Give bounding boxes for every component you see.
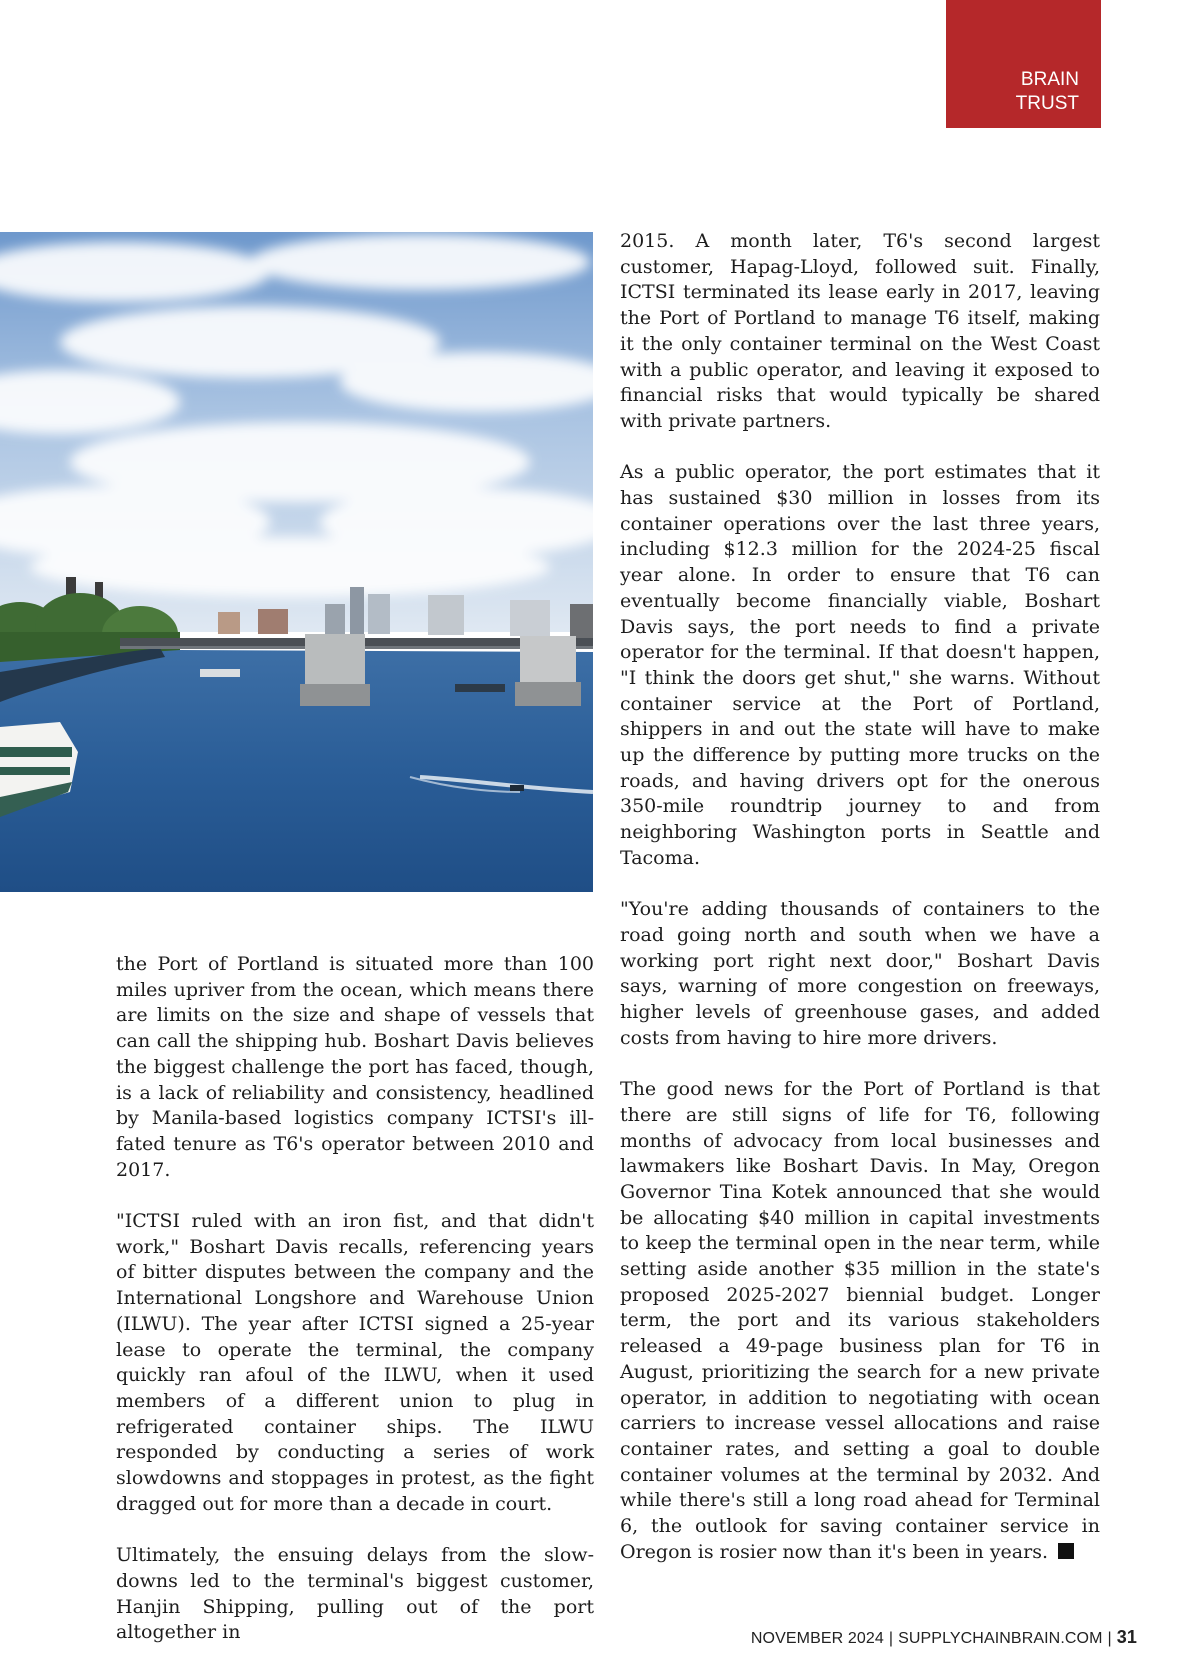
paragraph-final <box>620 1077 1100 1565</box>
footer-issue: NOVEMBER 2024 <box>750 1630 884 1647</box>
footer-website: SUPPLYCHAINBRAIN.COM <box>898 1630 1103 1647</box>
section-tab <box>946 0 1101 128</box>
end-of-article-icon <box>1058 1543 1074 1559</box>
section-tab-line1: BRAIN <box>1020 69 1079 90</box>
paragraph-text: The good news for the Port of Portland is that there are still signs of life for T6, following months of advocacy from local businesses and lawmakers like Boshart Davis. In May, Oregon Governor Tina Kotek announced that she would be allocating $40 million in capital investments to keep the terminal open in the near term, while setting aside another $35 million in the state's proposed 2025-2027 biennial budget. Longer term, the port and its various stakeholders released a 49-page business plan for T6 in August, prioritizing the search for a new private operator, in addition to negotiating with ocean carriers to increase vessel allocations and raise container rates, and setting a goal to double container volumes at the terminal by 2032. And while there's still a long road ahead for Terminal 6, the outlook for saving container service in Oregon is rosier now than it's been in years. <box>620 1078 1100 1563</box>
paragraph: As a public operator, the port estimates that it has sustained $30 million in losses from its container operations over the last three years, including $12.3 million for the 2024-25 fiscal year alone. In order to ensure that T6 can eventually become financially viable, Boshart Davis says, the port needs to find a private operator for the terminal. If that doesn't happen, "I think the doors get shut," she warns. Without container service at the Port of Portland, shippers in and out the state will have to make up the difference by putting more trucks on the roads, and having drivers opt for the onerous 350-mile roundtrip journey to and from neighboring Washington ports in Seattle and Tacoma. <box>620 461 1100 869</box>
paragraph: "ICTSI ruled with an iron fist, and that didn't work," Boshart Davis recalls, referencing years of bitter disputes between the company and the International Longshore and Warehouse Union (ILWU). The year after ICTSI signed a 25-year lease to operate the terminal, the company quickly ran afoul of the ILWU, when it used members of a different union to plug in refrigerated container ships. The ILWU responded by conducting a series of work slowdowns and stoppages in protest, as the fight dragged out for more than a decade in court. <box>116 1210 594 1515</box>
paragraph: the Port of Portland is situated more than 100 miles upriver from the ocean, which means there are limits on the size and shape of vessels that can call the shipping hub. Boshart Davis believes the biggest challenge the port has faced, though, is a lack of reliability and consistency, headlined by Manila-based logistics company ICTSI's ill-fated tenure as T6's operator between 2010 and 2017. <box>116 953 594 1181</box>
paragraph: "You're adding thousands of containers to the road going north and south when we have a working port right next door," Boshart Davis says, warning of more congestion on freeways, higher levels of greenhouse gases, and added costs from having to hire more drivers. <box>620 898 1100 1049</box>
footer-separator: | <box>1107 1630 1112 1647</box>
page-number: 31 <box>1116 1627 1137 1647</box>
article-column-right <box>620 229 1100 1591</box>
article-column-left <box>116 952 594 1672</box>
paragraph: 2015. A month later, T6's second largest customer, Hapag-Lloyd, followed suit. Finally, ICTSI terminated its lease early in 2017, leaving the Port of Portland to manage T6 itself, making it the only container terminal on the West Coast with a public operator, and leaving it exposed to financial risks that would typically be shared with private partners. <box>620 230 1100 432</box>
paragraph: Ultimately, the ensuing delays from the slowdowns led to the terminal's biggest customer, Hanjin Shipping, pulling out of the port altogether in <box>116 1544 594 1644</box>
section-tab-line2: TRUST <box>1015 93 1079 114</box>
footer-separator: | <box>888 1630 894 1647</box>
river-photo <box>0 232 593 892</box>
page-footer <box>751 1627 1137 1648</box>
